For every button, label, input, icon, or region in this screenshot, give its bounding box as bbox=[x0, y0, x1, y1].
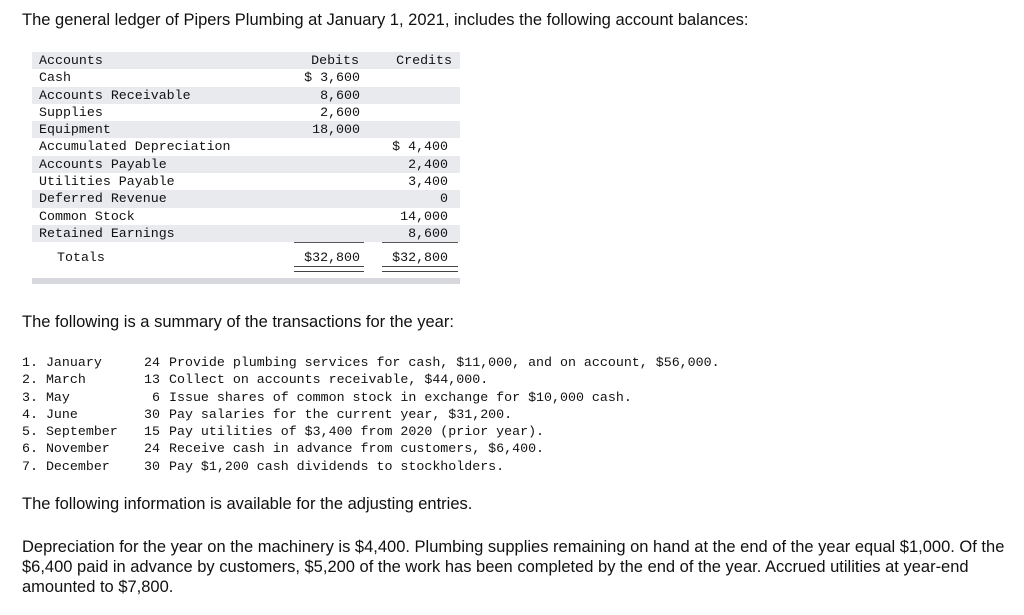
transaction-item bbox=[22, 354, 720, 371]
totals-credit: $32,800 bbox=[392, 250, 448, 266]
ledger-row bbox=[32, 225, 460, 242]
ledger-header-row bbox=[32, 52, 460, 69]
transaction-month: 2. March bbox=[22, 372, 86, 388]
credit-value: 14,000 bbox=[400, 208, 448, 224]
ledger-row bbox=[32, 69, 460, 86]
account-name: Accounts Receivable bbox=[39, 87, 191, 103]
adjusting-info-paragraph: Depreciation for the year on the machinery is $4,400. Plumbing supplies remaining on hand at the end of the year equal $1,000. Of the $6,400 paid in advance by customers, $5,200 of the work has been completed by the end of the year. Accrued utilities at year-end amounted to $7,800. bbox=[22, 538, 1005, 596]
transaction-month: 3. May bbox=[22, 389, 70, 405]
credit-value: 2,400 bbox=[408, 156, 448, 172]
totals-label: Totals bbox=[57, 250, 105, 266]
transaction-description: Receive cash in advance from customers, $6,400. bbox=[169, 441, 545, 457]
transaction-description: Issue shares of common stock in exchange for $10,000 cash. bbox=[169, 389, 632, 405]
transaction-day: 6 bbox=[152, 389, 160, 405]
transaction-day: 13 bbox=[144, 372, 160, 388]
account-name: Deferred Revenue bbox=[39, 191, 167, 207]
transaction-month: 4. June bbox=[22, 406, 78, 422]
credit-subtotal-rule bbox=[382, 242, 458, 243]
debit-total-double-rule bbox=[294, 266, 364, 272]
account-name: Accounts Payable bbox=[39, 156, 167, 172]
totals-debit: $32,800 bbox=[304, 250, 360, 266]
transaction-item bbox=[22, 440, 545, 457]
ledger-row bbox=[32, 190, 460, 207]
transaction-description: Pay salaries for the current year, $31,200. bbox=[169, 406, 513, 422]
summary-intro-text: The following is a summary of the transactions for the year: bbox=[22, 313, 454, 331]
header-accounts: Accounts bbox=[39, 53, 103, 68]
transaction-day: 24 bbox=[144, 355, 160, 370]
credit-total-double-rule bbox=[382, 266, 458, 272]
ledger-row bbox=[32, 156, 460, 173]
transaction-day: 30 bbox=[144, 458, 160, 474]
ledger-row bbox=[32, 138, 460, 155]
account-name: Accumulated Depreciation bbox=[39, 139, 231, 155]
debit-value: 18,000 bbox=[312, 122, 360, 138]
credit-value: 3,400 bbox=[408, 174, 448, 190]
credit-value: 8,600 bbox=[408, 225, 448, 241]
transaction-month: 7. December bbox=[22, 458, 110, 474]
transaction-item bbox=[22, 458, 505, 475]
transaction-description: Provide plumbing services for cash, $11,000, and on account, $56,000. bbox=[169, 355, 720, 370]
adjusting-intro-text: The following information is available for the adjusting entries. bbox=[22, 495, 473, 513]
debit-value: 2,600 bbox=[320, 104, 360, 120]
account-name: Retained Earnings bbox=[39, 225, 175, 241]
ledger-row bbox=[32, 104, 460, 121]
transaction-description: Pay utilities of $3,400 from 2020 (prior year). bbox=[169, 424, 545, 440]
ledger-table bbox=[32, 52, 460, 274]
transaction-item bbox=[22, 406, 513, 423]
debit-subtotal-rule bbox=[294, 242, 364, 243]
account-name: Cash bbox=[39, 70, 71, 86]
header-debits: Debits bbox=[311, 53, 359, 68]
ledger-bottom-bar bbox=[32, 278, 460, 284]
transaction-month: 1. January bbox=[22, 355, 102, 370]
transaction-item bbox=[22, 389, 632, 406]
intro-text: The general ledger of Pipers Plumbing at January 1, 2021, includes the following account balances: bbox=[22, 11, 749, 29]
ledger-row bbox=[32, 87, 460, 104]
transaction-day: 15 bbox=[144, 424, 160, 440]
ledger-row bbox=[32, 121, 460, 138]
ledger-row bbox=[32, 173, 460, 190]
credit-value: $ 4,400 bbox=[392, 139, 448, 155]
debit-value: 8,600 bbox=[320, 87, 360, 103]
transaction-item bbox=[22, 423, 545, 440]
transaction-month: 5. September bbox=[22, 424, 118, 440]
transaction-day: 30 bbox=[144, 406, 160, 422]
transactions-list bbox=[22, 354, 720, 475]
account-name: Equipment bbox=[39, 122, 111, 138]
transaction-day: 24 bbox=[144, 441, 160, 457]
account-name: Supplies bbox=[39, 104, 103, 120]
transaction-description: Collect on accounts receivable, $44,000. bbox=[169, 372, 489, 388]
transaction-description: Pay $1,200 cash dividends to stockholders. bbox=[169, 458, 505, 474]
account-name: Utilities Payable bbox=[39, 174, 175, 190]
transaction-month: 6. November bbox=[22, 441, 110, 457]
transaction-item bbox=[22, 371, 489, 388]
credit-value: 0 bbox=[440, 191, 448, 207]
debit-value: $ 3,600 bbox=[304, 70, 360, 86]
header-credits: Credits bbox=[396, 53, 452, 68]
ledger-row bbox=[32, 208, 460, 225]
account-name: Common Stock bbox=[39, 208, 135, 224]
